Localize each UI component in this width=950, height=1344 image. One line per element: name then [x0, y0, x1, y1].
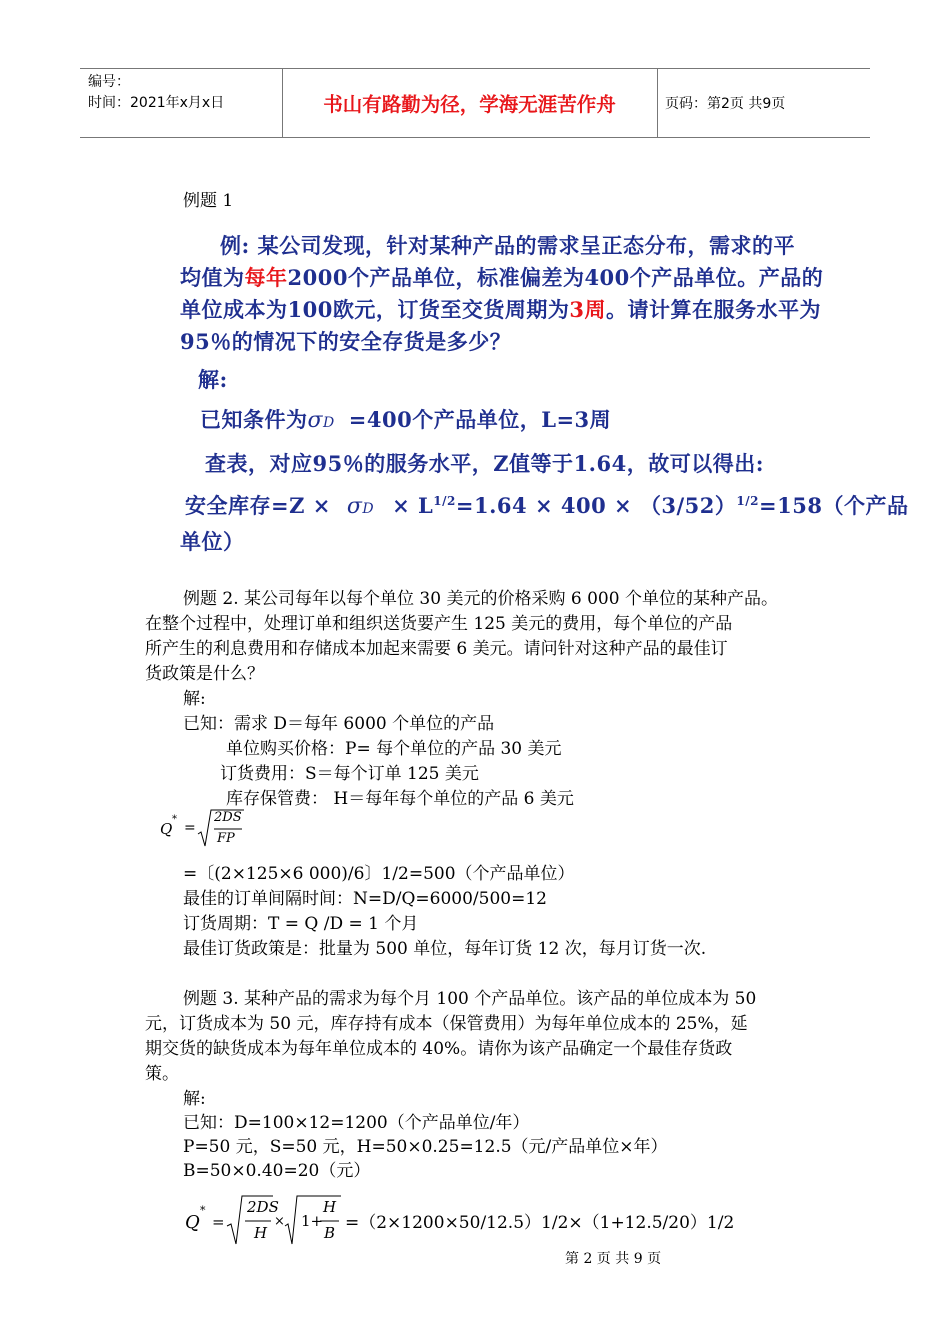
page-header — [80, 68, 870, 138]
example2-period: 订货周期：T = Q /D = 1 个月 — [183, 914, 419, 934]
example1-lookup: 查表，对应95％的服务水平，Z值等于1.64，故可以得出: — [205, 451, 764, 476]
example1-safety-stock: 安全库存$=Z \times \sigma D \times L^{1/2}=1.64 \times 400 \times (3/52)^{1/2}=158$（个产品 — [185, 493, 909, 519]
example3-line1: 例题 3. 某种产品的需求为每个月 100 个产品单位。该产品的单位成本为 50 — [183, 989, 757, 1009]
example2-interval: 最佳的订单间隔时间：N=D/Q=6000/500=12 — [183, 889, 547, 909]
header-number: 编号： — [88, 74, 130, 90]
example1-line4: 95％的情况下的安全存货是多少？ — [180, 329, 512, 354]
example1-safety-stock-unit: 单位） — [180, 529, 245, 554]
header-divider — [657, 69, 658, 137]
example1-solve: 解: — [198, 367, 228, 392]
example2-line3: 所产生的利息费用和存储成本加起来需要 6 美元。请问针对这种产品的最佳订 — [145, 639, 728, 659]
example1-line2: 均值为每年2000个产品单位，标准偏差为400个产品单位。产品的 — [180, 265, 824, 290]
example3-line2: 元，订货成本为 50 元，库存持有成本（保管费用）为每年单位成本的 25%，延 — [145, 1014, 748, 1034]
example3-given-demand: 已知：D=100×12=1200（个产品单位/年） — [183, 1113, 530, 1133]
example2-given-order-cost: 订货费用：S＝每个订单 125 美元 — [220, 764, 479, 784]
example3-given-costs: P=50 元，S=50 元，H=50×0.25=12.5（元/产品单位×年） — [183, 1137, 668, 1157]
example2-calculation: =〔(2×125×6 000)/6〕1/2=500（个产品单位） — [183, 864, 575, 884]
example3-calculation: =（2×1200×50/12.5）1/2×（1+12.5/20）1/2 — [345, 1213, 735, 1233]
example3-given-backorder: B=50×0.40=20（元） — [183, 1161, 371, 1181]
header-page-number: 页码：第2页 共9页 — [665, 96, 786, 112]
example3-solve: 解: — [183, 1089, 206, 1109]
header-motto: 书山有路勤为径，学海无涯苦作舟 — [323, 93, 616, 116]
example3-eoq-formula: Q * = 2DS H × 1+ H B — [185, 1192, 345, 1250]
example2-given-price: 单位购买价格：P= 每个单位的产品 30 美元 — [226, 739, 562, 759]
example2-given-holding-cost: 库存保管费： H＝每年每个单位的产品 6 美元 — [226, 789, 574, 809]
example3-line3: 期交货的缺货成本为每年单位成本的 40%。请你为该产品确定一个最佳存货政 — [145, 1039, 733, 1059]
example2-solve: 解: — [183, 689, 206, 709]
example3-line4: 策。 — [145, 1064, 179, 1084]
example2-line1: 例题 2. 某公司每年以每个单位 30 美元的价格采购 6 000 个单位的某种产品。 — [183, 589, 778, 609]
example1-line3: 单位成本为100欧元，订货至交货周期为3周。请计算在服务水平为 — [180, 297, 821, 322]
example1-line1: 例: 某公司发现，针对某种产品的需求呈正态分布，需求的平 — [220, 233, 796, 258]
example2-policy: 最佳订货政策是：批量为 500 单位，每年订货 12 次，每月订货一次. — [183, 939, 707, 959]
page-footer: 第 2 页 共 9 页 — [565, 1251, 662, 1267]
header-time: 时间：2021年x月x日 — [88, 95, 225, 111]
example2-line2: 在整个过程中，处理订单和组织送货要产生 125 美元的费用，每个单位的产品 — [145, 614, 733, 634]
example1-known: 已知条件为σD =400个产品单位，L=3周 — [200, 407, 612, 433]
example2-line4: 货政策是什么？ — [145, 664, 264, 684]
example1-title: 例题 1 — [183, 191, 234, 211]
header-meta — [88, 72, 224, 114]
example2-given-demand: 已知：需求 D＝每年 6000 个单位的产品 — [183, 714, 495, 734]
example2-eoq-formula: Q * = 2DS FP — [160, 806, 260, 852]
